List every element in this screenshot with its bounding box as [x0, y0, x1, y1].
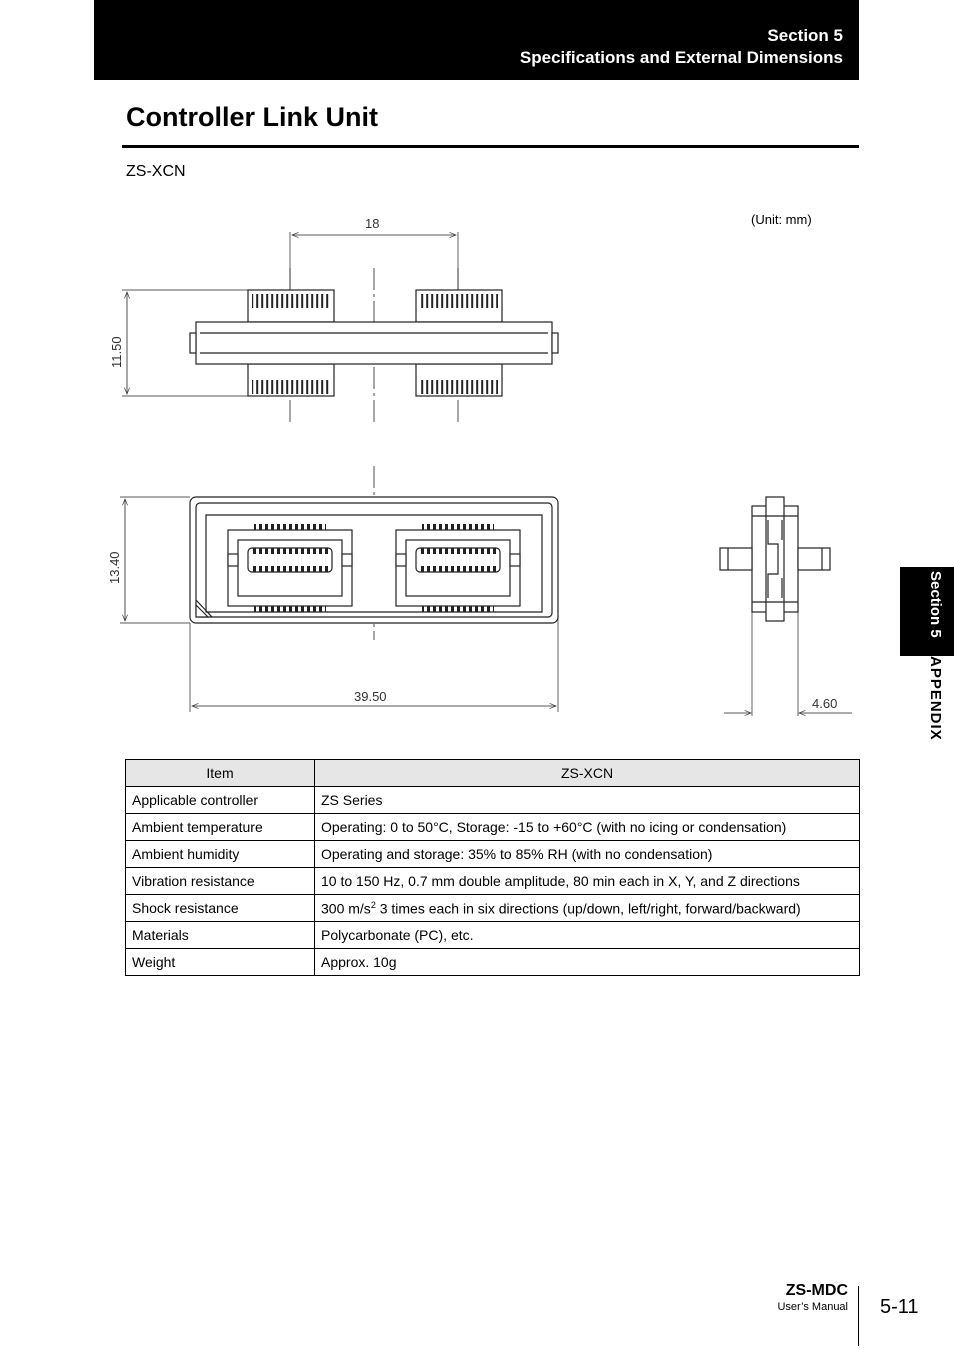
top-view	[122, 232, 558, 422]
dim-height-front: 13.40	[107, 551, 122, 584]
row-item: Applicable controller	[126, 787, 315, 814]
side-view	[720, 497, 852, 716]
column-header-item: Item	[126, 760, 315, 787]
page-title: Controller Link Unit	[126, 102, 378, 132]
row-value: Operating and storage: 35% to 85% RH (with no condensation)	[315, 841, 860, 868]
front-view	[120, 466, 558, 712]
page-number: 5-11	[880, 1296, 919, 1318]
row-item: Weight	[126, 949, 315, 976]
spec-table	[125, 759, 860, 976]
row-value: ZS Series	[315, 787, 860, 814]
row-value: Operating: 0 to 50°C, Storage: -15 to +60°C (with no icing or condensation)	[315, 814, 860, 841]
section-subtitle: Specifications and External Dimensions	[519, 48, 843, 67]
row-value: Polycarbonate (PC), etc.	[315, 922, 860, 949]
footer-model: ZS-MDC	[785, 1282, 848, 1299]
table-row	[126, 868, 860, 895]
table-row	[126, 895, 860, 922]
shock-value-rest: 3 times each in six directions (up/down, left/right, forward/backward)	[375, 900, 801, 917]
column-header-model: ZS-XCN	[315, 760, 860, 787]
unit-note: (Unit: mm)	[751, 212, 812, 227]
dim-depth-side: 4.60	[812, 696, 838, 711]
side-tab-label: APPENDIX	[927, 655, 944, 741]
row-item: Vibration resistance	[126, 868, 315, 895]
footer-manual: User’s Manual	[777, 1301, 848, 1313]
row-value: Approx. 10g	[315, 949, 860, 976]
dim-width-top: 18	[365, 216, 380, 231]
row-item: Materials	[126, 922, 315, 949]
row-item: Shock resistance	[126, 895, 315, 922]
row-item: Ambient humidity	[126, 841, 315, 868]
table-row	[126, 814, 860, 841]
row-item: Ambient temperature	[126, 814, 315, 841]
row-value: 10 to 150 Hz, 0.7 mm double amplitude, 80 min each in X, Y, and Z directions	[315, 868, 860, 895]
side-tab-text	[927, 571, 944, 741]
footer-divider	[858, 1286, 859, 1346]
table-row	[126, 949, 860, 976]
side-tab-section: Section 5	[927, 571, 944, 638]
shock-exponent: 2	[370, 899, 376, 910]
section-number: Section 5	[767, 26, 843, 45]
dim-height-top: 11.50	[109, 336, 124, 368]
dim-width-front: 39.50	[354, 689, 387, 704]
table-row	[126, 922, 860, 949]
table-header-row	[126, 760, 860, 787]
model-label: ZS-XCN	[126, 163, 186, 180]
row-value	[315, 895, 860, 922]
table-row	[126, 787, 860, 814]
table-row	[126, 841, 860, 868]
shock-value: 300 m/s	[321, 900, 371, 917]
